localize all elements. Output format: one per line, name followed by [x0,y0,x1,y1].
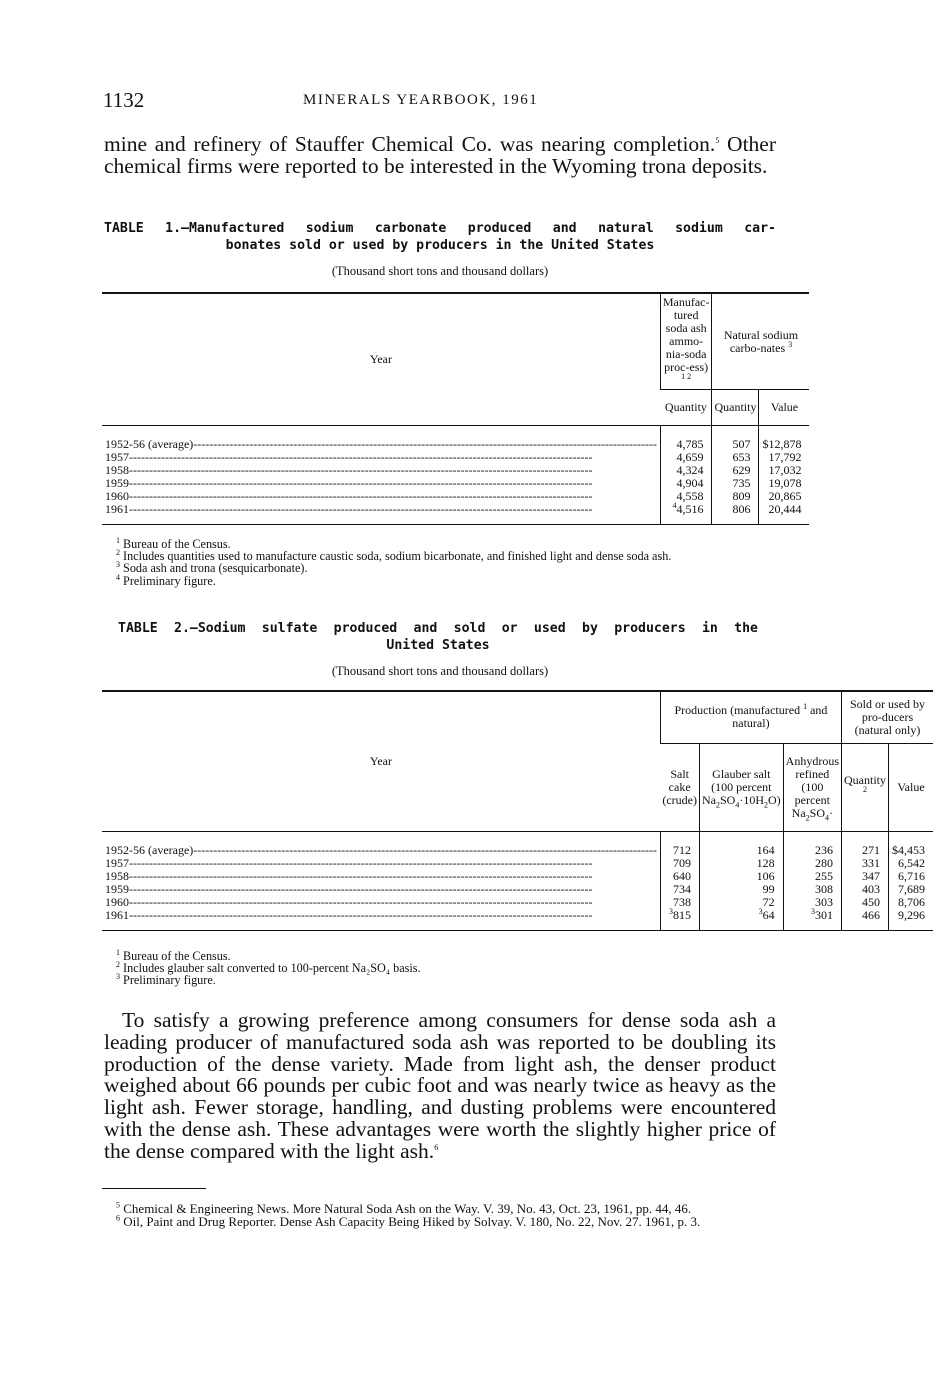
table1-header-manufactured: Manufac-tured soda ash ammo-nia-soda proc-ess) $^{1 2}$ [660,293,712,390]
table2 [102,690,933,931]
table2-header-glauber: Glauber salt (100 percent $Na_2SO_4\cdot 10H_2O$) [699,743,783,831]
reference-item: $^5$ Chemical & Engineering News. More Natural Soda Ash on the Way. V. 39, No. 43, Oct. 23, 1961, pp. 44, 46. [116,1200,692,1216]
footnote-rule [102,1188,206,1189]
table1-header-natural: Natural sodium carbo-nates $^3$ [712,293,810,390]
running-head: MINERALS YEARBOOK, 1961 [303,92,539,108]
table2-header-year: Year [102,691,660,831]
table-row: 1958 ----- 4,324 629 17,032 [102,464,809,477]
table2-caption: TABLE 2.—Sodium sulfate produced and sold or used by producers in the United States [118,621,758,653]
table2-header-salt-cake: Salt cake (crude) [660,743,699,831]
table-row: 1959 ----- 4,904 735 19,078 [102,477,809,490]
page-references [102,1200,776,1229]
table-row: 1957 ----- 4,659 653 17,792 [102,451,809,464]
table-row: 1960 ----- 4,558 809 20,865 [102,490,809,503]
table-row: 1952-56 (average) ----- 712 164 236 271 $4,453 [102,844,933,857]
table2-header-sold: Sold or used by pro-ducers (natural only) [842,691,933,743]
table1-footnotes: $^1$ Bureau of the Census. $^2$ Includes quantities used to manufacture caustic soda, sodium bicarbonate, and finished light and dense soda ash. $^3$ Soda ash and trona (sesquicarbonate). $^4$ Preliminary figure. [116,535,672,588]
table1-header-year: Year [102,293,660,426]
table1-header-quantity: Quantity [660,390,712,426]
reference-item: $^6$ Oil, Paint and Drug Reporter. Dense Ash Capacity Being Hiked by Solvay. V. 180, No. 22, Nov. 27. 1961, p. 3. [116,1213,701,1229]
table2-units: (Thousand short tons and thousand dollars) [331,664,549,678]
table-row: 1957 ----- 709 128 280 331 6,542 [102,857,933,870]
table-row: 1960 ----- 738 72 303 450 8,706 [102,896,933,909]
body-paragraph: To satisfy a growing preference among consumers for dense soda ash a leading producer of manufactured soda ash was reported to be doubling its production of the dense variety. Made from light ash, the denser product weighed about 66 pounds per cubic foot and was nearly twice as heavy as the light ash. Fewer storage, handling, and dusting problems were encountered with the dense ash. These advantages were worth the slightly higher price of the dense compared with the light ash.$^6$ [104,1008,776,1163]
table2-header-value: Value [889,743,933,831]
table-row: 1961 ----- $^3$815 $^3$64 $^3$301 466 9,296 [102,909,933,922]
table-row: 1959 ----- 734 99 308 403 7,689 [102,883,933,896]
intro-paragraph: mine and refinery of Stauffer Chemical Co. was nearing completion.$^5$ Other chemical firms were reported to be interested in the Wyoming trona deposits. [104,132,776,178]
table1-units: (Thousand short tons and thousand dollars) [331,264,549,278]
page-header [103,88,775,118]
table-row: 1958 ----- 640 106 255 347 6,716 [102,870,933,883]
table2-footnotes: $^1$ Bureau of the Census. $^2$ Includes glauber salt converted to 100-percent Na₂SO₄ basis. $^3$ Preliminary figure. [116,947,421,988]
table1 [102,292,809,525]
table1-header-quantity-natural: Quantity [712,390,759,426]
table2-header-production: Production (manufactured $^1$ and natural) [660,691,841,743]
table-row: 1961 ----- $^4$4,516 806 20,444 [102,503,809,516]
page-number: 1132 [103,88,145,112]
table2-header-quantity: Quantity $^2$ [842,743,889,831]
table-row: 1952-56 (average) ----- 4,785 507 $12,878 [102,438,809,451]
table1-header-value: Value [759,390,810,426]
table2-header-anhydrous: Anhydrous refined (100 percent $Na_2SO_4\cdot$ [783,743,841,831]
table1-caption: TABLE 1.—Manufactured sodium carbonate produced and natural sodium car- bonates sold or used by producers in the United States [104,221,776,253]
